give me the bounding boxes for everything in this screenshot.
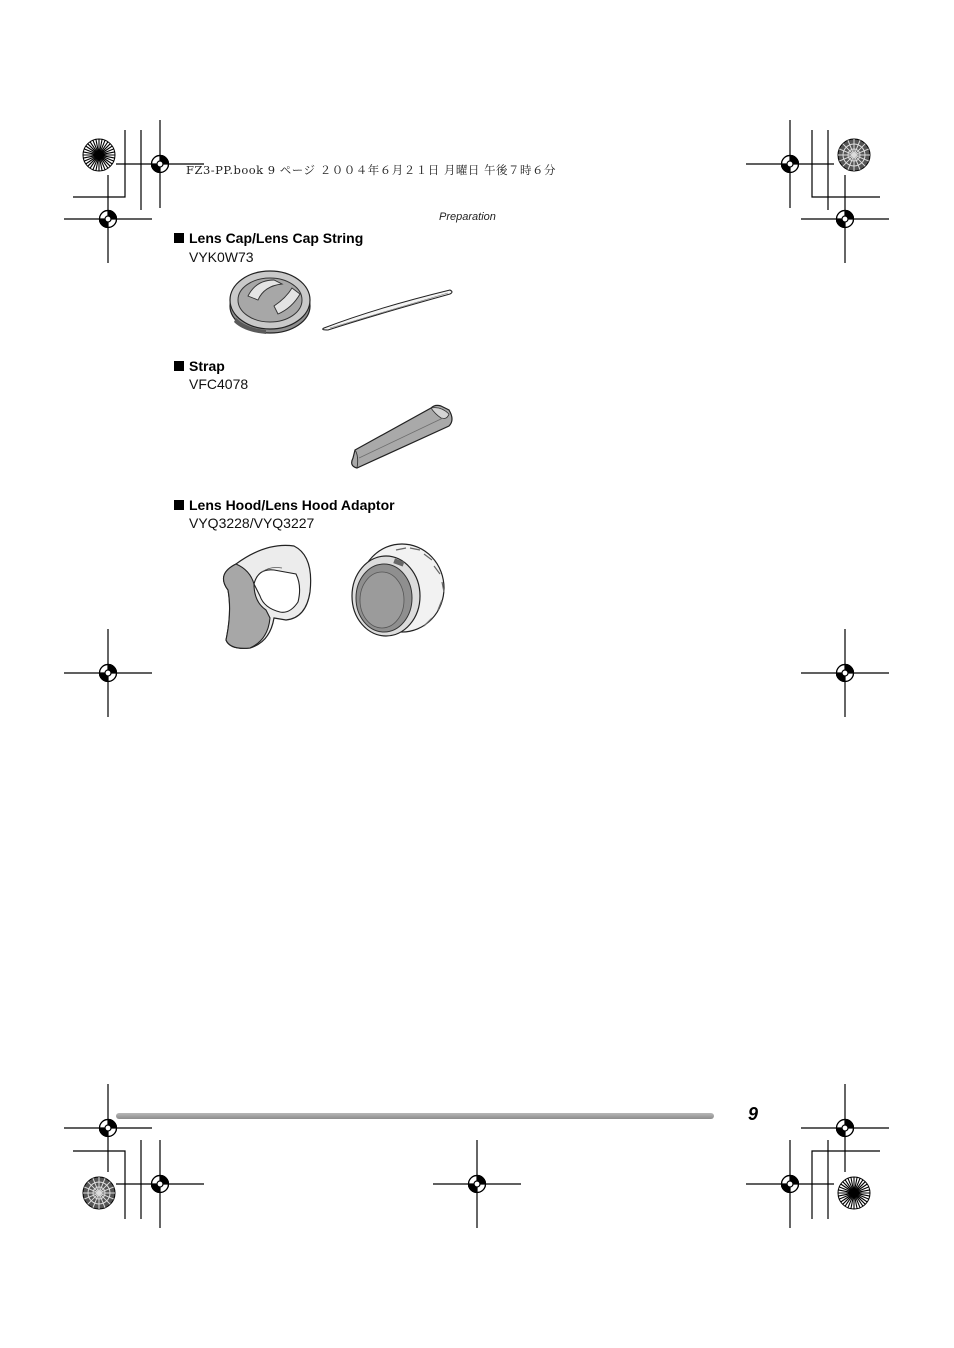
- item-title-strap: [174, 358, 225, 374]
- bullet-square-icon: [174, 500, 184, 510]
- print-header: FZ3-PP.book 9 ページ ２００４年６月２１日 月曜日 午後７時６分: [186, 163, 557, 177]
- page-number: 9: [748, 1104, 759, 1124]
- bullet-square-icon: [174, 361, 184, 371]
- strap-illustration: [345, 402, 457, 472]
- lens-hood-and-adaptor-illustration: [210, 540, 460, 652]
- item-code-lens-cap: VYK0W73: [189, 249, 254, 265]
- item-title-text: Lens Hood/Lens Hood Adaptor: [189, 497, 395, 513]
- item-title-lens-cap: [174, 230, 363, 246]
- item-title-text: Strap: [189, 358, 225, 374]
- item-code-strap: VFC4078: [189, 376, 249, 392]
- footer-rule: [116, 1113, 714, 1119]
- item-title-lens-hood: [174, 497, 395, 513]
- bullet-square-icon: [174, 233, 184, 243]
- item-title-text: Lens Cap/Lens Cap String: [189, 230, 364, 246]
- section-label: Preparation: [439, 211, 496, 223]
- item-code-lens-hood: VYQ3228/VYQ3227: [189, 515, 315, 531]
- lens-cap-and-string-illustration: [226, 266, 456, 340]
